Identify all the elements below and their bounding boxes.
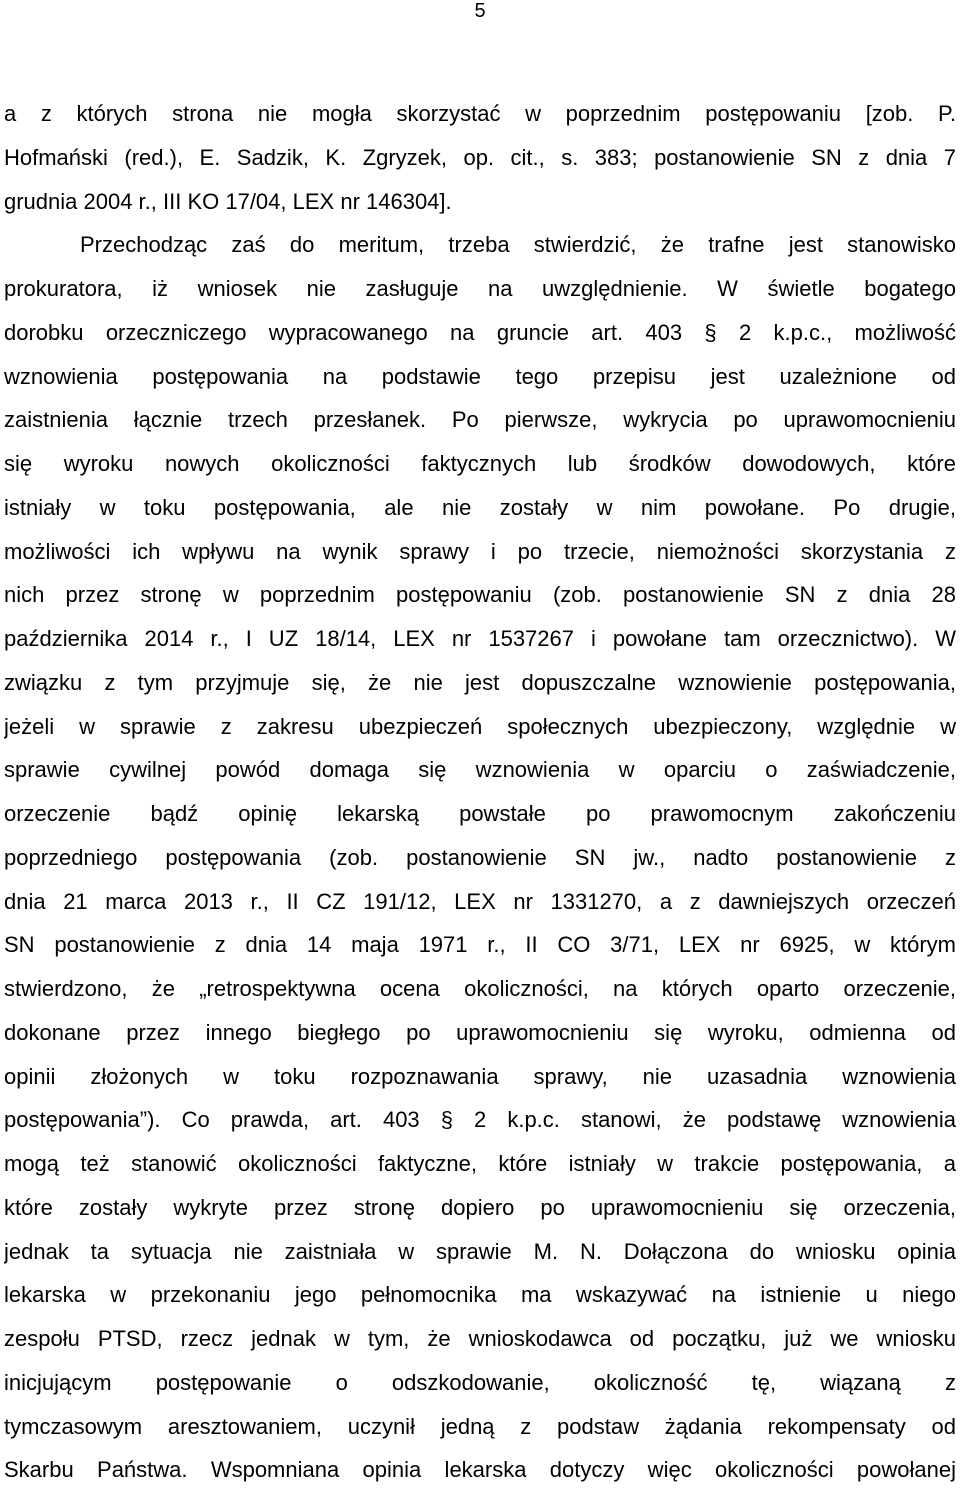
text-line: zaistnienia łącznie trzech przesłanek. Po pierwsze, wykrycia po uprawomocnieniu [4, 407, 956, 432]
text-line: SN postanowienie z dnia 14 maja 1971 r., II CO 3/71, LEX nr 6925, w którym [4, 932, 956, 957]
text-line: poprzedniego postępowania (zob. postanowienie SN jw., nadto postanowienie z [4, 845, 956, 870]
text-line: dokonane przez innego biegłego po uprawomocnieniu się wyroku, odmienna od [4, 1020, 956, 1045]
text-line: sprawie cywilnej powód domaga się wznowienia w oparciu o zaświadczenie, [4, 757, 956, 782]
text-line: października 2014 r., I UZ 18/14, LEX nr 1537267 i powołane tam orzecznictwo). W [4, 626, 956, 651]
text-line: a z których strona nie mogła skorzystać w poprzednim postępowaniu [zob. P. [4, 101, 956, 126]
text-line: jednak ta sytuacja nie zaistniała w sprawie M. N. Dołączona do wniosku opinia [4, 1239, 956, 1264]
text-line: orzeczenie bądź opinię lekarską powstałe po prawomocnym zakończeniu [4, 801, 956, 826]
text-line: opinii złożonych w toku rozpoznawania sprawy, nie uzasadnia wznowienia [4, 1064, 956, 1089]
text-line: prokuratora, iż wniosek nie zasługuje na uwzględnienie. W świetle bogatego [4, 276, 956, 301]
text-line: dnia 21 marca 2013 r., II CZ 191/12, LEX nr 1331270, a z dawniejszych orzeczeń [4, 889, 956, 914]
text-line: tymczasowym aresztowaniem, uczynił jedną z podstaw żądania rekompensaty od [4, 1414, 956, 1439]
text-line: nich przez stronę w poprzednim postępowaniu (zob. postanowienie SN z dnia 28 [4, 582, 956, 607]
text-line: Przechodząc zaś do meritum, trzeba stwierdzić, że trafne jest stanowisko [80, 232, 956, 257]
text-line: związku z tym przyjmuje się, że nie jest dopuszczalne wznowienie postępowania, [4, 670, 956, 695]
text-line: możliwości ich wpływu na wynik sprawy i po trzecie, niemożności skorzystania z [4, 539, 956, 564]
text-line: istniały w toku postępowania, ale nie zostały w nim powołane. Po drugie, [4, 495, 956, 520]
text-line: postępowania”). Co prawda, art. 403 § 2 k.p.c. stanowi, że podstawę wznowienia [4, 1107, 956, 1132]
text-line: lekarska w przekonaniu jego pełnomocnika ma wskazywać na istnienie u niego [4, 1282, 956, 1307]
text-line: stwierdzono, że „retrospektywna ocena okoliczności, na których oparto orzeczenie, [4, 976, 956, 1001]
text-line: Skarbu Państwa. Wspomniana opinia lekarska dotyczy więc okoliczności powołanej [4, 1457, 956, 1482]
text-line: Hofmański (red.), E. Sadzik, K. Zgryzek, op. cit., s. 383; postanowienie SN z dnia 7 [4, 145, 956, 170]
text-line: inicjującym postępowanie o odszkodowanie, okoliczność tę, wiązaną z [4, 1370, 956, 1395]
text-line: wznowienia postępowania na podstawie tego przepisu jest uzależnione od [4, 364, 956, 389]
text-line: zespołu PTSD, rzecz jednak w tym, że wnioskodawca od początku, już we wniosku [4, 1326, 956, 1351]
text-line: grudnia 2004 r., III KO 17/04, LEX nr 146304]. [4, 189, 452, 214]
page-number: 5 [474, 0, 486, 22]
text-line: się wyroku nowych okoliczności faktycznych lub środków dowodowych, które [4, 451, 956, 476]
text-line: mogą też stanowić okoliczności faktyczne, które istniały w trakcie postępowania, a [4, 1151, 956, 1176]
text-line: dorobku orzeczniczego wypracowanego na gruncie art. 403 § 2 k.p.c., możliwość [4, 320, 956, 345]
text-line: jeżeli w sprawie z zakresu ubezpieczeń społecznych ubezpieczony, względnie w [4, 714, 956, 739]
text-line: które zostały wykryte przez stronę dopiero po uprawomocnieniu się orzeczenia, [4, 1195, 956, 1220]
